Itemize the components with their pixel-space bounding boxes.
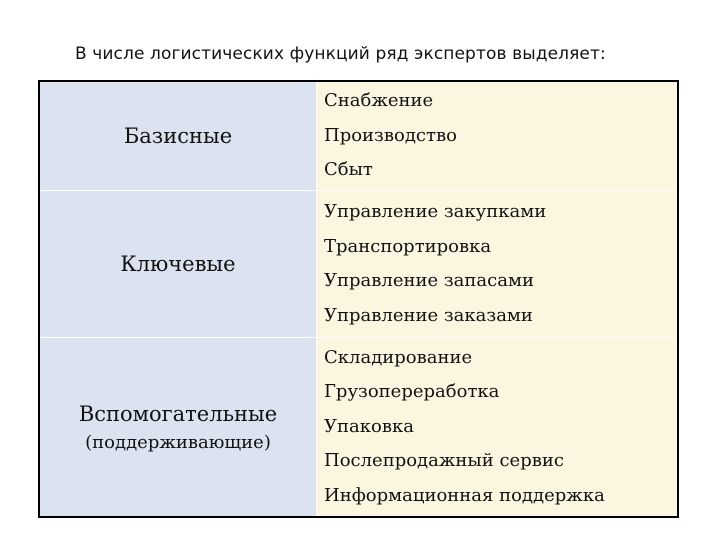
- items-cell-key: [317, 191, 677, 338]
- slide-heading: В числе логистических функций ряд экспертов выделяет:: [75, 44, 606, 64]
- function-item: Сбыт: [324, 159, 373, 181]
- function-item: Управление закупками: [324, 201, 547, 222]
- function-item: Производство: [324, 124, 457, 146]
- function-item: Снабжение: [324, 90, 434, 112]
- category-label: Базисные: [123, 124, 233, 148]
- function-item: Транспортировка: [324, 235, 492, 257]
- function-item: Упаковка: [324, 415, 414, 437]
- category-label: Ключевые: [120, 252, 236, 276]
- function-item: Информационная поддержка: [324, 484, 605, 506]
- function-item: Управление запасами: [324, 270, 534, 291]
- category-cell-basic: [40, 82, 317, 191]
- category-note: (поддерживающие): [85, 431, 271, 453]
- function-item: Складирование: [324, 346, 473, 368]
- category-cell-supporting: [40, 338, 317, 516]
- functions-table: [38, 80, 679, 518]
- function-item: Послепродажный сервис: [324, 450, 564, 472]
- category-cell-key: [40, 191, 317, 338]
- function-item: Управление заказами: [324, 304, 533, 326]
- items-cell-basic: [317, 82, 677, 191]
- items-cell-supporting: [317, 338, 677, 516]
- function-item: Грузопереработка: [324, 381, 500, 403]
- category-label: Вспомогательные: [78, 401, 278, 426]
